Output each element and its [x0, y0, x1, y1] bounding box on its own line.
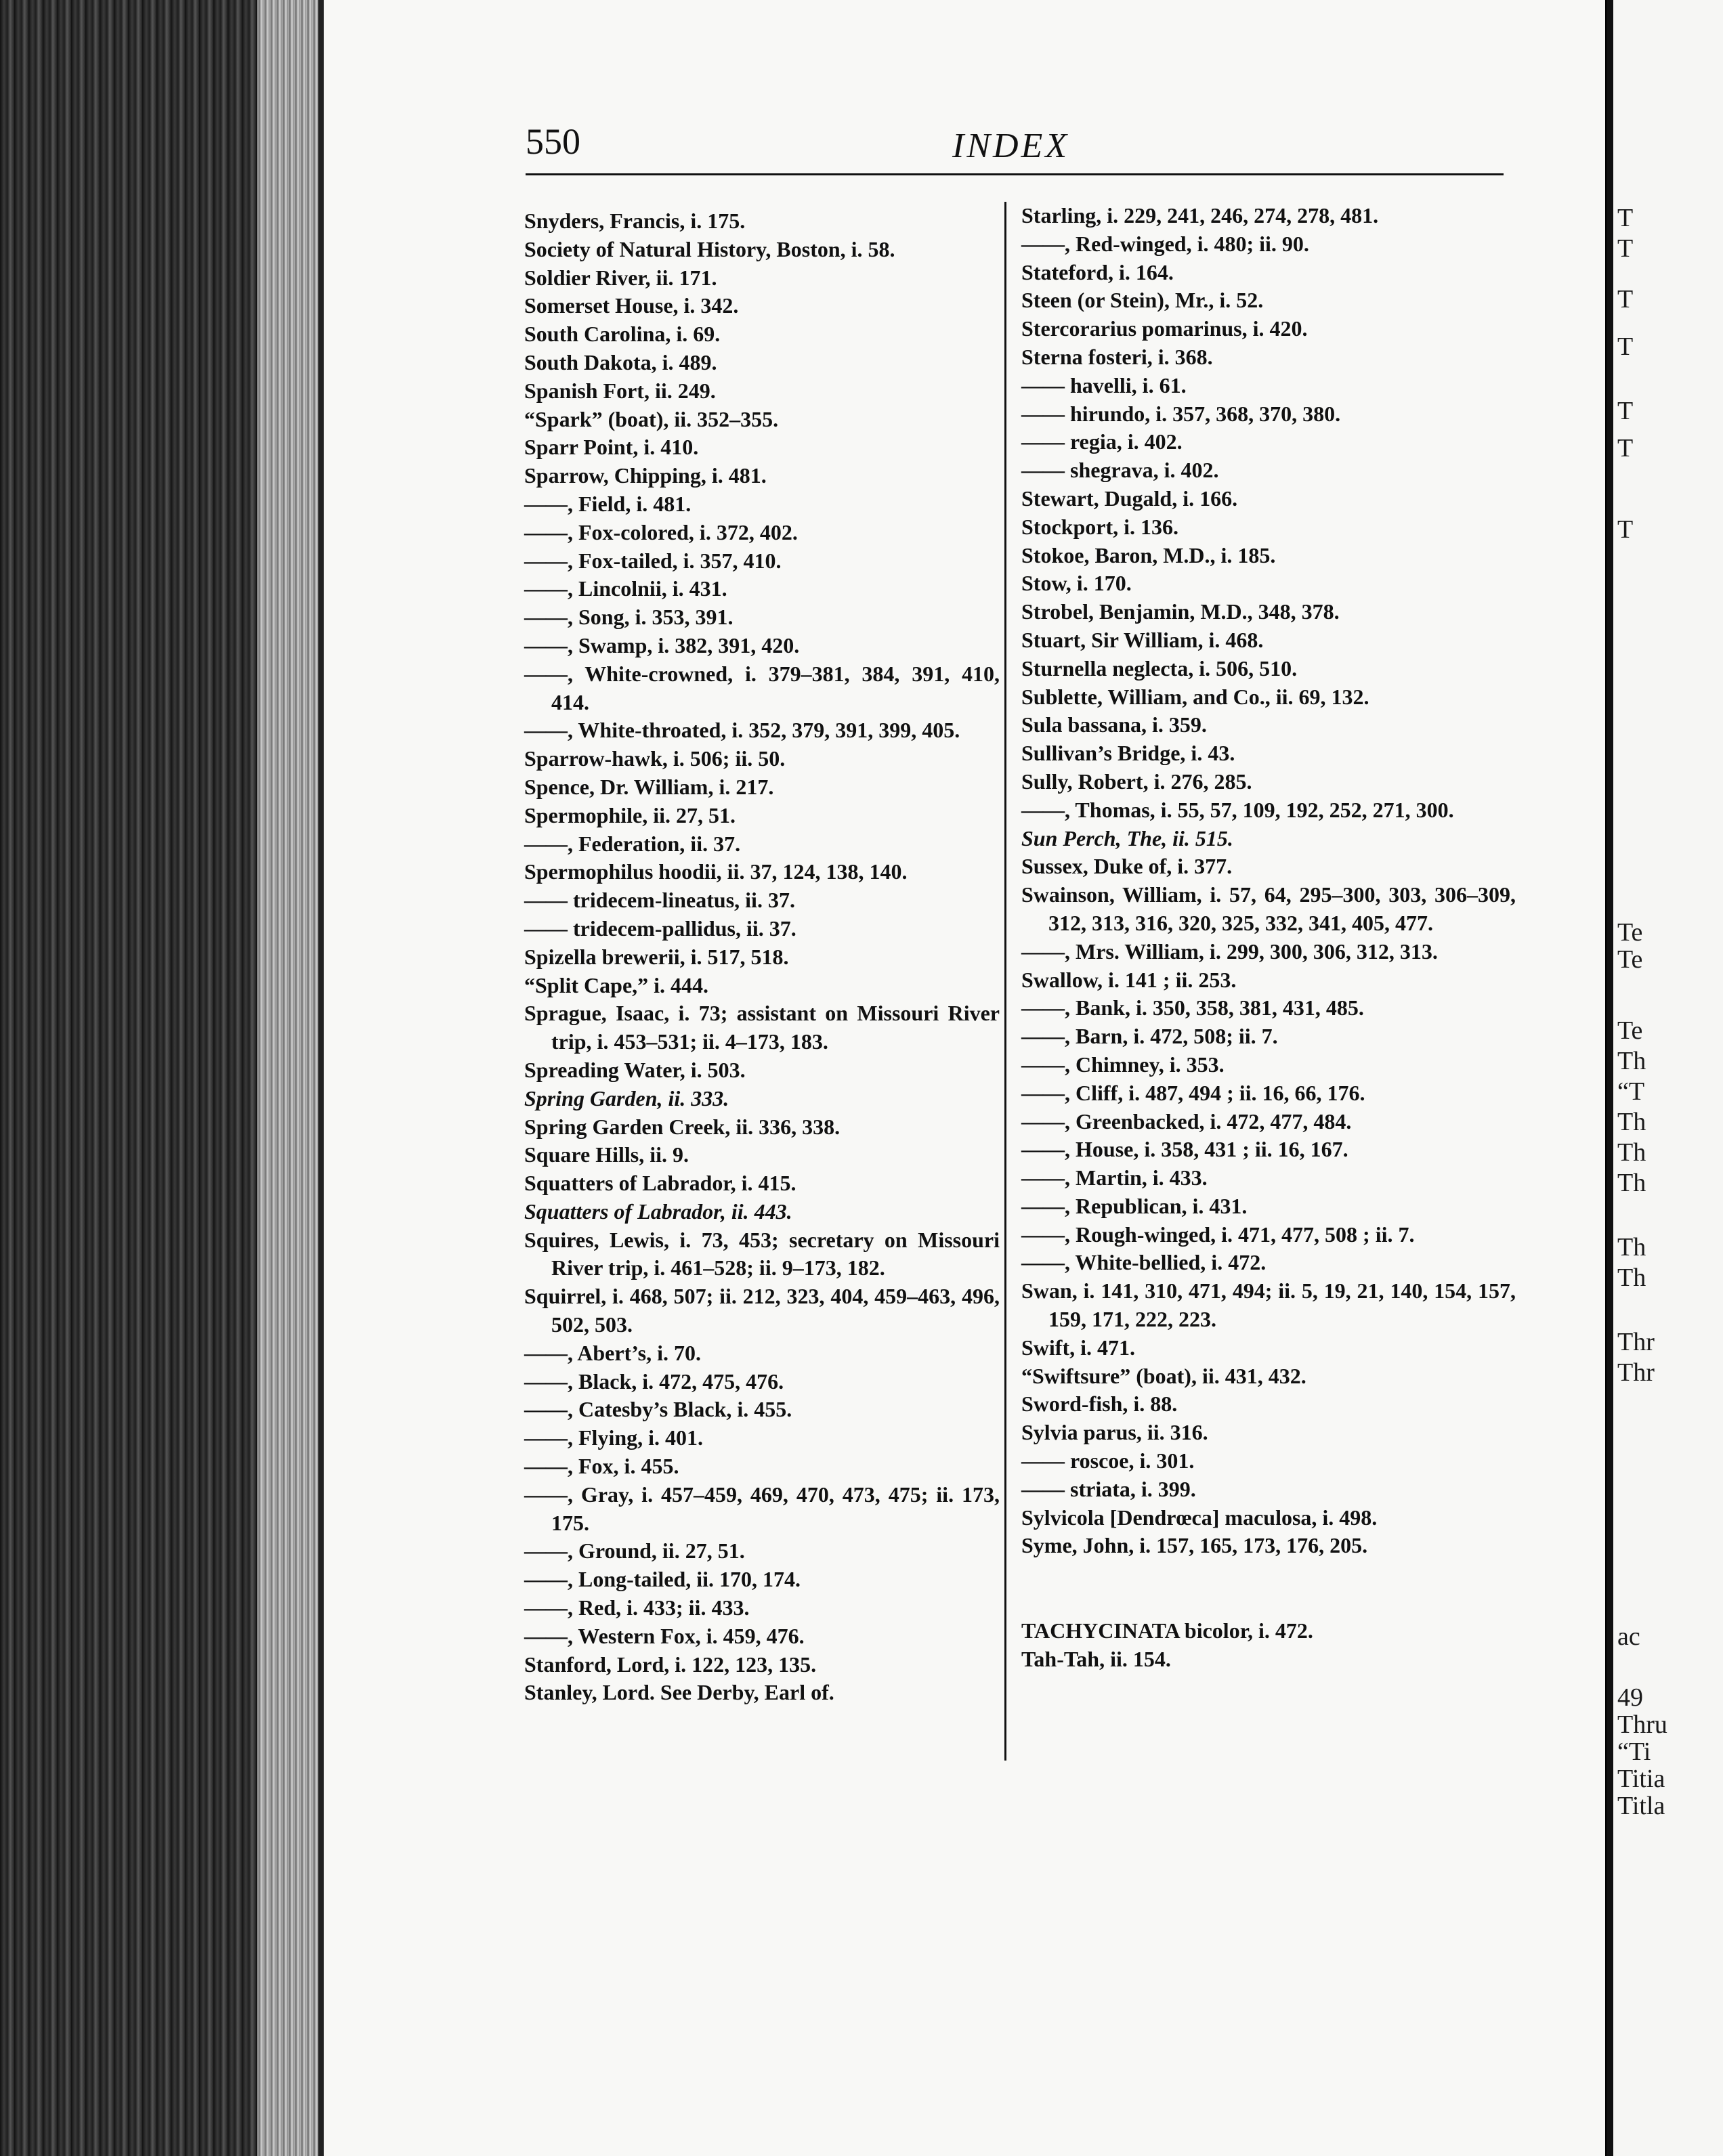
- index-entry: ——, Chimney, i. 353.: [1021, 1052, 1225, 1077]
- index-entry: Sullivan’s Bridge, i. 43.: [1021, 741, 1235, 766]
- adjacent-page-text: Thru: [1617, 1710, 1667, 1739]
- adjacent-page-text: Th: [1617, 1108, 1646, 1136]
- index-entry: Spreading Water, i. 503.: [524, 1057, 746, 1082]
- index-entry: TACHYCINATA bicolor, i. 472.: [1021, 1618, 1313, 1643]
- column-divider: [1004, 202, 1006, 1761]
- index-entry: ——, Bank, i. 350, 358, 381, 431, 485.: [1021, 995, 1364, 1020]
- index-entry: Swallow, i. 141 ; ii. 253.: [1021, 967, 1237, 992]
- index-entry: Stewart, Dugald, i. 166.: [1021, 486, 1238, 511]
- adjacent-page-text: Thr: [1617, 1358, 1655, 1387]
- index-entry: Squatters of Labrador, ii. 443.: [524, 1199, 792, 1224]
- index-entry: Steen (or Stein), Mr., i. 52.: [1021, 288, 1264, 313]
- index-entry: Spanish Fort, ii. 249.: [524, 378, 716, 403]
- index-entry: ——, Gray, i. 457–459, 469, 470, 473, 475; ii. 173, 175.: [524, 1482, 1000, 1535]
- page-number: 550: [526, 121, 580, 162]
- index-entry: ——, Western Fox, i. 459, 476.: [524, 1623, 805, 1648]
- index-entry: —— shegrava, i. 402.: [1021, 458, 1219, 483]
- index-entry: South Carolina, i. 69.: [524, 322, 721, 347]
- index-entry: Sturnella neglecta, i. 506, 510.: [1021, 655, 1298, 681]
- index-entry: Spermophile, ii. 27, 51.: [524, 802, 736, 827]
- index-entry: ——, Martin, i. 433.: [1021, 1165, 1208, 1190]
- index-entry: ——, Mrs. William, i. 299, 300, 306, 312, 313.: [1021, 939, 1438, 964]
- index-entry: Spring Garden, ii. 333.: [524, 1085, 729, 1111]
- adjacent-page-text: Th: [1617, 1264, 1646, 1292]
- index-entry: Somerset House, i. 342.: [524, 293, 739, 318]
- adjacent-page-text: Te: [1617, 918, 1643, 947]
- index-entry: Strobel, Benjamin, M.D., 348, 378.: [1021, 599, 1340, 624]
- index-entry: Sterna fosteri, i. 368.: [1021, 344, 1213, 369]
- index-entry: Squatters of Labrador, i. 415.: [524, 1171, 796, 1196]
- index-entry: ——, Abert’s, i. 70.: [524, 1340, 702, 1365]
- adjacent-page-text: T: [1617, 234, 1634, 263]
- index-entry: Stuart, Sir William, i. 468.: [1021, 627, 1264, 652]
- index-entry: Snyders, Francis, i. 175.: [524, 209, 746, 233]
- index-entry: Sparrow-hawk, i. 506; ii. 50.: [524, 746, 786, 771]
- index-entry: Society of Natural History, Boston, i. 58.: [524, 236, 895, 261]
- index-entry: Squirrel, i. 468, 507; ii. 212, 323, 404, 459–463, 496, 502, 503.: [524, 1284, 1000, 1337]
- index-entry: —— havelli, i. 61.: [1021, 372, 1187, 397]
- index-entry: ——, Republican, i. 431.: [1021, 1193, 1248, 1218]
- index-entry: Sussex, Duke of, i. 377.: [1021, 854, 1233, 879]
- index-entry: Soldier River, ii. 171.: [524, 265, 717, 290]
- index-entry: Stow, i. 170.: [1021, 571, 1132, 596]
- index-entry: ——, Fox-colored, i. 372, 402.: [524, 519, 798, 544]
- adjacent-page-text: 49: [1617, 1683, 1643, 1712]
- index-entry: ——, Catesby’s Black, i. 455.: [524, 1397, 792, 1422]
- adjacent-page-text: T: [1617, 285, 1634, 314]
- adjacent-page-text: “Ti: [1617, 1738, 1651, 1766]
- book-page-edges: [0, 0, 339, 2156]
- index-entry: Spence, Dr. William, i. 217.: [524, 774, 774, 799]
- index-entry: ——, Ground, ii. 27, 51.: [524, 1538, 745, 1564]
- index-entry: Sun Perch, The, ii. 515.: [1021, 825, 1233, 850]
- index-entry: —— striata, i. 399.: [1021, 1476, 1196, 1501]
- adjacent-page-text: Te: [1617, 1016, 1643, 1045]
- index-entry: Sula bassana, i. 359.: [1021, 712, 1207, 737]
- index-entry: Squires, Lewis, i. 73, 453; secretary on Missouri River trip, i. 461–528; ii. 9–173, 182.: [524, 1227, 1000, 1280]
- adjacent-page-text: “T: [1617, 1077, 1645, 1106]
- index-entry: “Swiftsure” (boat), ii. 431, 432.: [1021, 1363, 1306, 1388]
- index-entry: Stateford, i. 164.: [1021, 259, 1174, 284]
- index-entry: ——, Flying, i. 401.: [524, 1425, 704, 1450]
- index-entry: Spermophilus hoodii, ii. 37, 124, 138, 140.: [524, 859, 908, 884]
- index-entry: Stanley, Lord. See Derby, Earl of.: [524, 1680, 834, 1705]
- index-entry: Sparrow, Chipping, i. 481.: [524, 463, 767, 488]
- index-entry: —— tridecem-pallidus, ii. 37.: [524, 915, 796, 941]
- index-column-left: [524, 207, 1000, 1707]
- index-entry: ——, Song, i. 353, 391.: [524, 605, 733, 630]
- index-entry: Sylvicola [Dendrœca] maculosa, i. 498.: [1021, 1505, 1378, 1530]
- adjacent-page-text: Titia: [1617, 1765, 1665, 1793]
- index-entry: Sparr Point, i. 410.: [524, 435, 699, 460]
- index-entry: ——, Red, i. 433; ii. 433.: [524, 1595, 750, 1620]
- index-entry: Swan, i. 141, 310, 471, 494; ii. 5, 19, 21, 140, 154, 157, 159, 171, 222, 223.: [1021, 1278, 1516, 1332]
- index-entry: ——, Long-tailed, ii. 170, 174.: [524, 1567, 801, 1592]
- index-entry: Sully, Robert, i. 276, 285.: [1021, 769, 1252, 794]
- index-entry: ——, Barn, i. 472, 508; ii. 7.: [1021, 1024, 1278, 1049]
- index-entry: ——, Cliff, i. 487, 494 ; ii. 16, 66, 176.: [1021, 1080, 1365, 1105]
- adjacent-page-text: Th: [1617, 1138, 1646, 1167]
- index-entry: “Split Cape,” i. 444.: [524, 972, 709, 997]
- adjacent-page-text: Th: [1617, 1169, 1646, 1197]
- index-entry: Stokoe, Baron, M.D., i. 185.: [1021, 542, 1276, 567]
- index-entry: ——, Fox-tailed, i. 357, 410.: [524, 548, 782, 573]
- adjacent-page-text: Th: [1617, 1233, 1646, 1262]
- index-column-right: [1021, 202, 1516, 1674]
- index-entry: —— hirundo, i. 357, 368, 370, 380.: [1021, 401, 1341, 426]
- index-entry: Spizella brewerii, i. 517, 518.: [524, 944, 789, 969]
- adjacent-page-text: T: [1617, 397, 1634, 425]
- book-page: [318, 0, 1605, 2156]
- index-entry: ——, Greenbacked, i. 472, 477, 484.: [1021, 1108, 1352, 1134]
- adjacent-page-text: ac: [1617, 1622, 1640, 1651]
- index-entry: —— roscoe, i. 301.: [1021, 1448, 1195, 1473]
- index-entry: ——, Lincolnii, i. 431.: [524, 576, 727, 601]
- index-entry: —— tridecem-lineatus, ii. 37.: [524, 888, 795, 913]
- index-entry: ——, Thomas, i. 55, 57, 109, 192, 252, 271, 300.: [1021, 797, 1454, 822]
- adjacent-page-fragment: [1607, 0, 1723, 2156]
- index-entry: ——, Rough-winged, i. 471, 477, 508 ; ii. 7.: [1021, 1222, 1415, 1247]
- index-entry: Stanford, Lord, i. 122, 123, 135.: [524, 1652, 817, 1677]
- index-entry: Tah-Tah, ii. 154.: [1021, 1647, 1171, 1672]
- index-entry: Square Hills, ii. 9.: [524, 1142, 689, 1167]
- index-entry: Stercorarius pomarinus, i. 420.: [1021, 316, 1308, 341]
- index-entry: ——, Red-winged, i. 480; ii. 90.: [1021, 231, 1309, 256]
- index-entry: Syme, John, i. 157, 165, 173, 176, 205.: [1021, 1533, 1368, 1558]
- adjacent-page-text: T: [1617, 515, 1634, 544]
- adjacent-page-text: T: [1617, 204, 1634, 232]
- page-header: [526, 121, 1504, 175]
- index-entry: Starling, i. 229, 241, 246, 274, 278, 481.: [1021, 203, 1379, 228]
- page-title: INDEX: [952, 127, 1070, 165]
- index-entry: ——, Field, i. 481.: [524, 491, 692, 516]
- adjacent-page-text: Titla: [1617, 1792, 1665, 1820]
- index-entry: —— regia, i. 402.: [1021, 429, 1183, 454]
- index-entry: ——, White-throated, i. 352, 379, 391, 399, 405.: [524, 718, 960, 743]
- index-entry: South Dakota, i. 489.: [524, 349, 717, 374]
- index-entry: Sublette, William, and Co., ii. 69, 132.: [1021, 684, 1369, 709]
- index-entry: Sylvia parus, ii. 316.: [1021, 1420, 1208, 1445]
- index-entry: Stockport, i. 136.: [1021, 514, 1178, 539]
- adjacent-page-text: T: [1617, 434, 1634, 462]
- index-entry: Sword-fish, i. 88.: [1021, 1392, 1178, 1417]
- index-entry: Sprague, Isaac, i. 73; assistant on Missouri River trip, i. 453–531; ii. 4–173, 183.: [524, 1001, 1000, 1054]
- adjacent-page-text: Thr: [1617, 1328, 1655, 1356]
- adjacent-page-text: Te: [1617, 945, 1643, 974]
- adjacent-page-text: T: [1617, 332, 1634, 361]
- index-entry: Swainson, William, i. 57, 64, 295–300, 303, 306–309, 312, 313, 316, 320, 325, 332, 341, 405, 477.: [1021, 882, 1516, 935]
- index-entry: ——, White-crowned, i. 379–381, 384, 391, 410, 414.: [524, 661, 1000, 714]
- adjacent-page-text: Th: [1617, 1047, 1646, 1075]
- index-entry: ——, White-bellied, i. 472.: [1021, 1250, 1267, 1275]
- index-entry: ——, Fox, i. 455.: [524, 1454, 679, 1479]
- index-entry: ——, Swamp, i. 382, 391, 420.: [524, 632, 800, 657]
- index-entry: ——, House, i. 358, 431 ; ii. 16, 167.: [1021, 1137, 1348, 1162]
- index-entry: Spring Garden Creek, ii. 336, 338.: [524, 1114, 841, 1139]
- index-entry: ——, Federation, ii. 37.: [524, 831, 741, 856]
- index-entry: “Spark” (boat), ii. 352–355.: [524, 406, 779, 431]
- header-rule: [526, 173, 1504, 175]
- index-entry: ——, Black, i. 472, 475, 476.: [524, 1368, 784, 1394]
- index-entry: Swift, i. 471.: [1021, 1335, 1135, 1360]
